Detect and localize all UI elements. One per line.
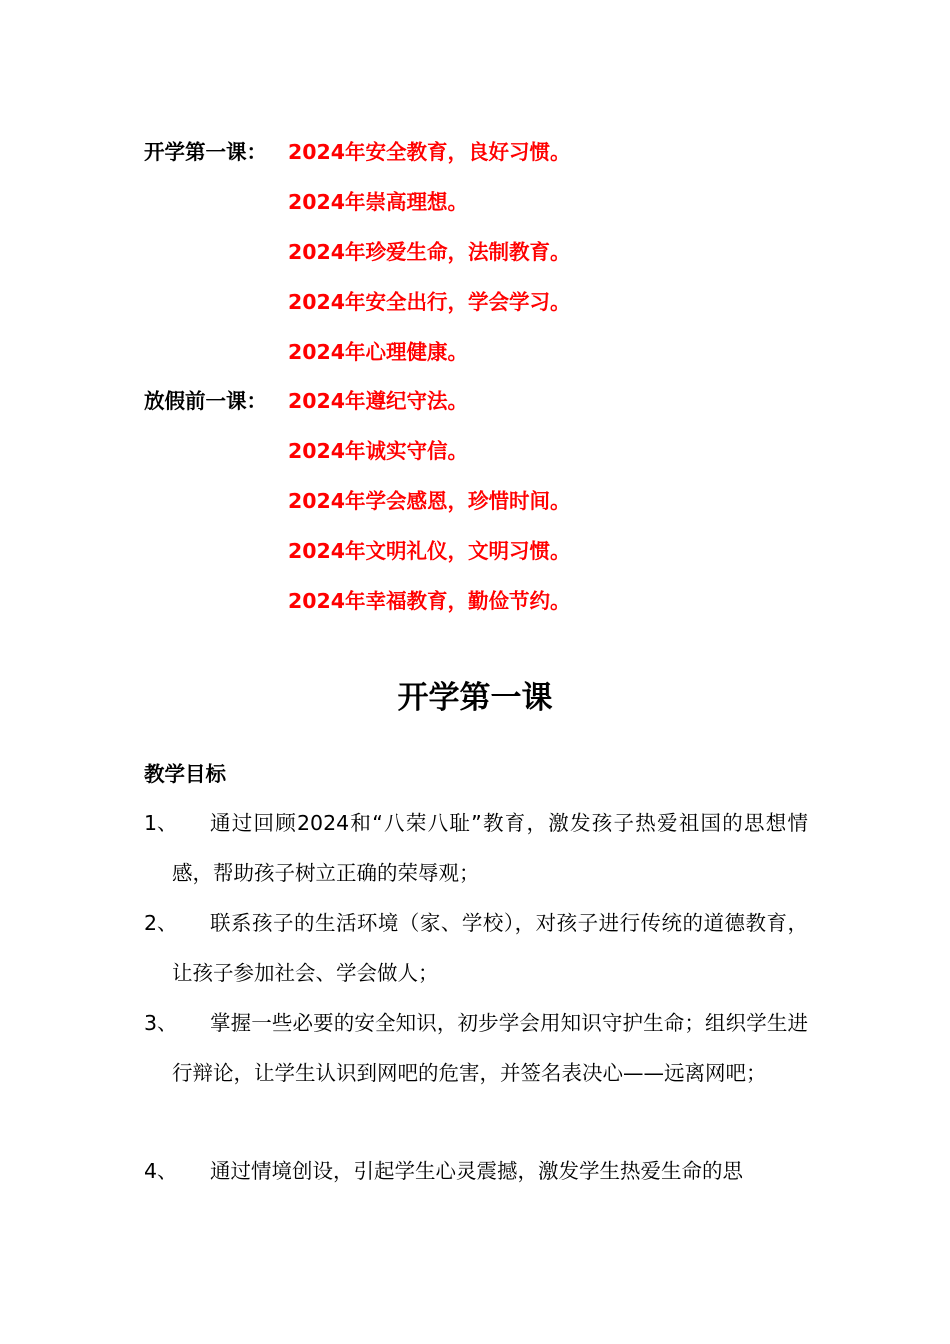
objective-number: 2、 — [144, 911, 178, 935]
section-heading: 教学目标 — [144, 762, 226, 786]
objective-item — [144, 1146, 808, 1196]
objective-number: 1、 — [144, 811, 178, 835]
opening-lesson-item: 2024年心理健康。 — [288, 340, 469, 364]
objective-item — [144, 798, 808, 898]
opening-lesson-item: 2024年崇高理想。 — [288, 190, 469, 214]
closing-lesson-item: 2024年幸福教育，勤俭节约。 — [288, 589, 571, 613]
objective-number: 4、 — [144, 1159, 178, 1183]
opening-lesson-label: 开学第一课： — [144, 140, 267, 164]
objective-item — [144, 998, 808, 1098]
objective-number: 3、 — [144, 1011, 178, 1035]
opening-lesson-item: 2024年安全出行，学会学习。 — [288, 290, 571, 314]
closing-lesson-label: 放假前一课： — [144, 389, 267, 413]
closing-lesson-item: 2024年遵纪守法。 — [288, 389, 469, 413]
closing-lesson-item: 2024年学会感恩，珍惜时间。 — [288, 489, 571, 513]
objective-item — [144, 898, 808, 998]
document-title: 开学第一课 — [397, 680, 553, 716]
closing-lesson-item: 2024年文明礼仪，文明习惯。 — [288, 539, 571, 563]
objective-text: 联系孩子的生活环境（家、学校），对孩子进行传统的道德教育，让孩子参加社会、学会做人； — [172, 911, 808, 985]
opening-lesson-item: 2024年安全教育，良好习惯。 — [288, 140, 571, 164]
objective-text: 通过情境创设，引起学生心灵震撼，激发学生热爱生命的思 — [210, 1159, 743, 1183]
objective-text: 掌握一些必要的安全知识，初步学会用知识守护生命；组织学生进行辩论，让学生认识到网吧的危害，并签名表决心——远离网吧； — [172, 1011, 808, 1085]
objective-text: 通过回顾2024和“八荣八耻”教育，激发孩子热爱祖国的思想情感，帮助孩子树立正确的荣辱观； — [172, 811, 808, 885]
closing-lesson-item: 2024年诚实守信。 — [288, 439, 469, 463]
opening-lesson-item: 2024年珍爱生命，法制教育。 — [288, 240, 571, 264]
